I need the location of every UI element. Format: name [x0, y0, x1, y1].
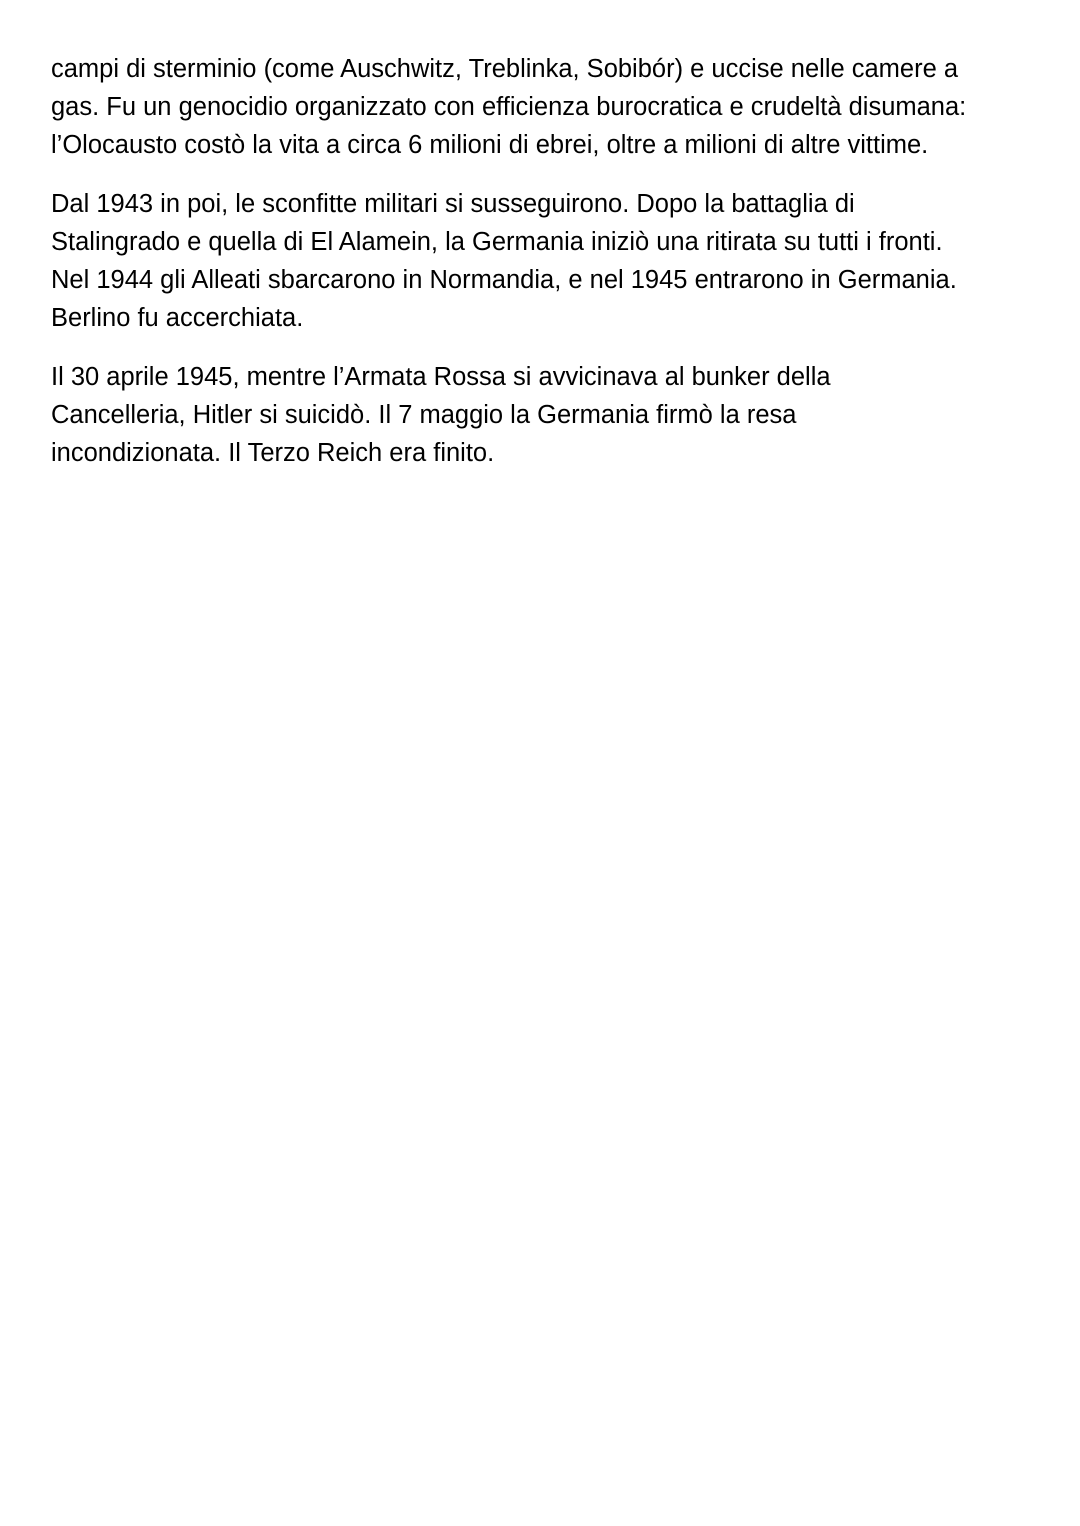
text-line: l’Olocausto costò la vita a circa 6 milioni di ebrei, oltre a milioni di altre vittime. — [51, 131, 929, 159]
text-line: Il 30 aprile 1945, mentre l’Armata Rossa si avvicinava al bunker della — [51, 363, 831, 391]
text-line: campi di sterminio (come Auschwitz, Treblinka, Sobibór) e uccise nelle camere a — [51, 55, 959, 83]
text-line: Dal 1943 in poi, le sconfitte militari si susseguirono. Dopo la battaglia di — [51, 190, 855, 218]
document-page — [51, 50, 1051, 493]
text-line: Stalingrado e quella di El Alamein, la Germania iniziò una ritirata su tutti i fronti. — [51, 228, 943, 256]
paragraph-holocaust — [51, 50, 1051, 164]
text-line: gas. Fu un genocidio organizzato con efficienza burocratica e crudeltà disumana: — [51, 93, 967, 121]
paragraph-end-of-reich — [51, 358, 1051, 472]
text-line: Nel 1944 gli Alleati sbarcarono in Normandia, e nel 1945 entrarono in Germania. — [51, 266, 957, 294]
paragraph-military-defeats — [51, 185, 1051, 337]
text-line: Berlino fu accerchiata. — [51, 304, 304, 332]
text-line: incondizionata. Il Terzo Reich era finito. — [51, 439, 495, 467]
text-line: Cancelleria, Hitler si suicidò. Il 7 maggio la Germania firmò la resa — [51, 401, 797, 429]
